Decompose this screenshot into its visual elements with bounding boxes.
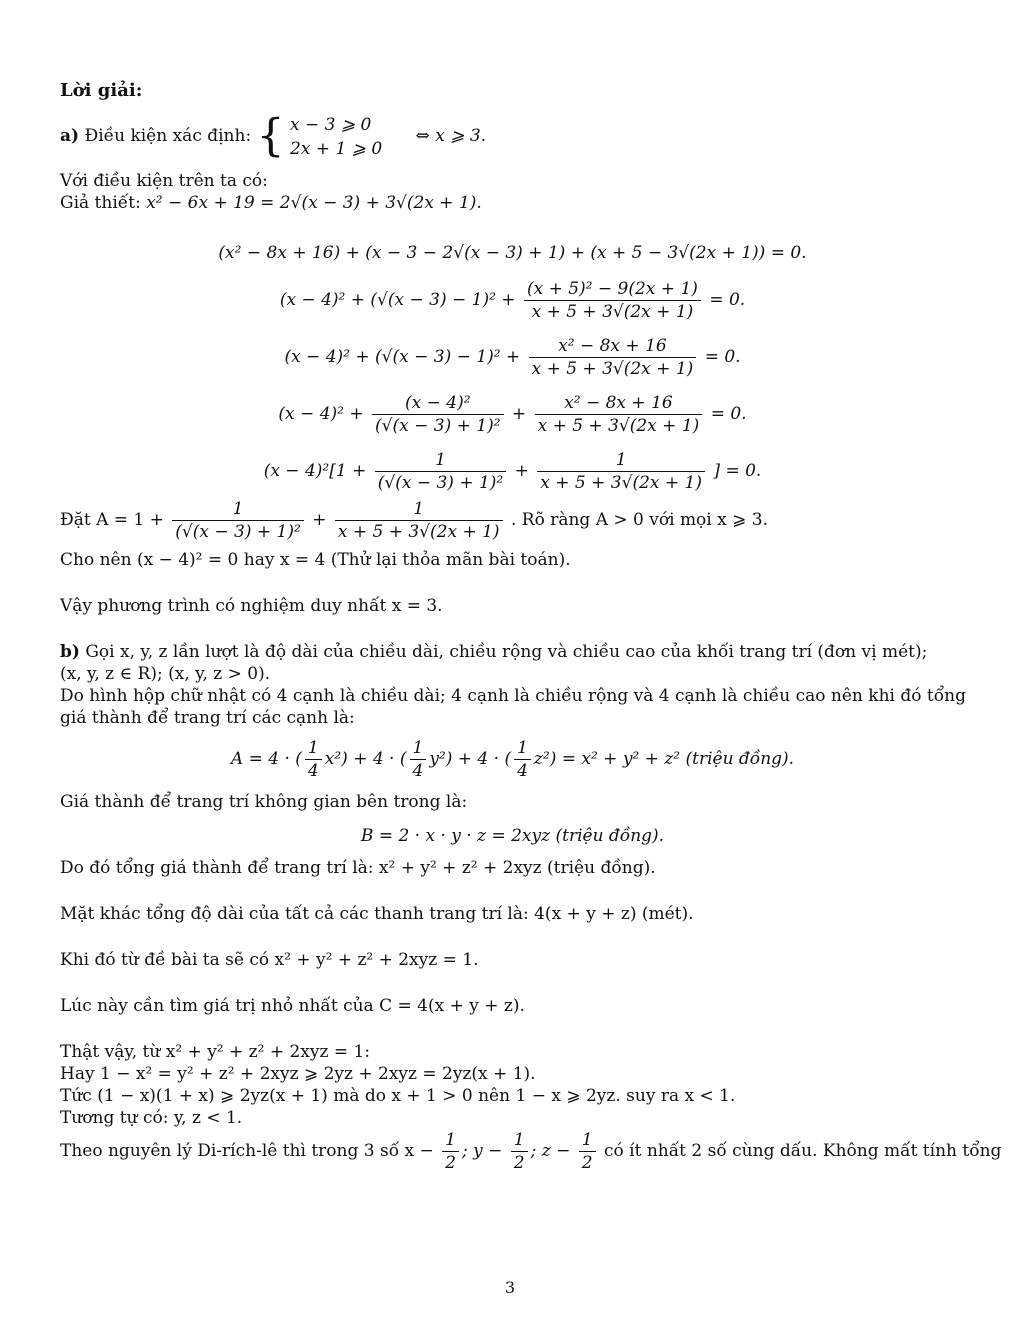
eq4-denominator-1: (√(x − 3) + 1)² xyxy=(375,416,501,436)
page-number: 3 xyxy=(504,1278,516,1297)
system-brace: { xyxy=(256,110,285,162)
set-suffix: . Rõ ràng A > 0 với mọi x ⩾ 3. xyxy=(510,510,768,530)
with-condition-text: Với điều kiện trên ta có: xyxy=(60,171,268,191)
line14-mid-2: ; z − xyxy=(530,1141,571,1161)
eq4-plus: + xyxy=(511,404,527,424)
equation-3 xyxy=(60,335,965,380)
set-numerator-1: 1 xyxy=(172,498,304,521)
set-fraction-2 xyxy=(335,498,503,543)
eq3-numerator: x² − 8x + 16 xyxy=(529,335,697,358)
equation-B: B = 2 · x · y · z = 2xyz (triệu đồng). xyxy=(360,826,665,846)
definition-line xyxy=(60,498,965,543)
eq4-right: = 0. xyxy=(710,404,747,424)
eq4-left: (x − 4)² + xyxy=(278,404,364,424)
eqA-frac-den-2: 4 xyxy=(412,761,424,781)
part-b-line-12: Tức (1 − x)(1 + x) ⩾ 2yz(x + 1) mà do x + 1 > 0 nên 1 − x ⩾ 2yz. suy ra x < 1. xyxy=(60,1086,736,1106)
line14-frac-num-2: 1 xyxy=(511,1129,528,1152)
condition-line xyxy=(60,110,965,162)
eq4-fraction-1 xyxy=(372,392,504,437)
line14-frac-den-1: 2 xyxy=(445,1153,456,1173)
eq5-right: ] = 0. xyxy=(713,461,762,481)
equation-A xyxy=(60,735,965,783)
line14-mid-1: ; y − xyxy=(462,1141,503,1161)
eq4-denominator-2: x + 5 + 3√(2x + 1) xyxy=(537,416,700,436)
part-b-line-10: Thật vậy, từ x² + y² + z² + 2xyz = 1: xyxy=(60,1042,371,1062)
part-b-line-6: Do đó tổng giá thành để trang trí là: x² + y² + z² + 2xyz (triệu đồng). xyxy=(60,858,656,878)
eqA-frac-num-1: 1 xyxy=(305,737,322,760)
line14-frac-den-2: 2 xyxy=(513,1153,525,1173)
eq3-fraction xyxy=(529,335,697,380)
therefore-line: Cho nên (x − 4)² = 0 hay x = 4 (Thử lại thỏa mãn bài toán). xyxy=(60,550,571,570)
part-b-line-13: Tương tự có: y, z < 1. xyxy=(60,1108,243,1128)
assumption-line xyxy=(60,192,965,214)
part-b-line-11: Hay 1 − x² = y² + z² + 2xyz ⩾ 2yz + 2xyz = 2yz(x + 1). xyxy=(60,1064,536,1084)
part-b-line-2: (x, y, z ∈ R); (x, y, z > 0). xyxy=(60,664,271,684)
condition-line-2: 2x + 1 ⩾ 0 xyxy=(290,138,383,159)
eq2-left: (x − 4)² + (√(x − 3) − 1)² + xyxy=(279,290,516,310)
line14-fraction-2 xyxy=(511,1129,528,1174)
part-b-text-1: Gọi x, y, z lần lượt là độ dài của chiều dài, chiều rộng và chiều cao của khối trang trí (đơn vị mét); xyxy=(85,642,928,662)
line14-frac-num-3: 1 xyxy=(579,1129,596,1152)
part-b-line-8: Khi đó từ đề bài ta sẽ có x² + y² + z² + 2xyz = 1. xyxy=(60,950,479,970)
line14-fraction-3 xyxy=(579,1129,596,1174)
eq5-denominator-2: x + 5 + 3√(2x + 1) xyxy=(540,473,702,493)
condition-line-1: x − 3 ⩾ 0 xyxy=(290,114,372,135)
line14-frac-den-3: 2 xyxy=(581,1153,593,1173)
set-denominator-2: x + 5 + 3√(2x + 1) xyxy=(337,522,500,542)
part-b-line-5: Giá thành để trang trí không gian bên trong là: xyxy=(60,792,468,812)
part-a-label: a) xyxy=(60,126,80,146)
assumption-prefix: Giả thiết: xyxy=(60,193,141,213)
eqA-frac-den-3: 4 xyxy=(517,761,528,781)
equation-5 xyxy=(60,449,965,494)
eqA-fraction-2 xyxy=(410,737,427,782)
eq4-fraction-2 xyxy=(535,392,703,437)
condition-prefix: Điều kiện xác định: xyxy=(84,126,252,146)
eq2-right: = 0. xyxy=(709,290,746,310)
eq3-right: = 0. xyxy=(704,347,741,367)
eqA-frac-num-2: 1 xyxy=(410,737,427,760)
set-fraction-1 xyxy=(172,498,304,543)
line14-prefix: Theo nguyên lý Di-rích-lê thì trong 3 số x − xyxy=(60,1141,434,1161)
eqA-fraction-1 xyxy=(305,737,322,782)
line14-fraction-1 xyxy=(442,1129,459,1174)
eq4-numerator-1: (x − 4)² xyxy=(372,392,504,415)
condition-system xyxy=(290,113,382,161)
part-b-line-7: Mặt khác tổng độ dài của tất cả các thanh trang trí là: 4(x + y + z) (mét). xyxy=(60,904,694,924)
eq2-fraction xyxy=(524,278,701,323)
eqA-frac-num-3: 1 xyxy=(514,737,531,760)
equation-1: (x² − 8x + 16) + (x − 3 − 2√(x − 3) + 1) + (x + 5 − 3√(2x + 1)) = 0. xyxy=(218,243,807,263)
solution-heading: Lời giải: xyxy=(60,80,143,101)
eq5-fraction-2 xyxy=(537,449,705,494)
assumption-equation: x² − 6x + 19 = 2√(x − 3) + 3√(2x + 1). xyxy=(146,193,482,213)
eq5-denominator-1: (√(x − 3) + 1)² xyxy=(377,473,504,493)
set-denominator-1: (√(x − 3) + 1)² xyxy=(175,522,301,542)
eqA-fraction-3 xyxy=(514,737,531,782)
conclusion-line: Vậy phương trình có nghiệm duy nhất x = 3. xyxy=(60,596,443,616)
part-b-line-4: giá thành để trang trí các cạnh là: xyxy=(60,708,355,728)
eq2-denominator: x + 5 + 3√(2x + 1) xyxy=(531,302,694,322)
part-b-label: b) xyxy=(60,642,80,662)
condition-result: ⇔ x ⩾ 3. xyxy=(415,126,487,146)
eq3-denominator: x + 5 + 3√(2x + 1) xyxy=(531,359,694,379)
part-b-line-1 xyxy=(60,641,965,663)
line14-suffix: có ít nhất 2 số cùng dấu. Không mất tính tổng xyxy=(604,1141,1002,1161)
equation-4 xyxy=(60,392,965,437)
eqA-frac-den-1: 4 xyxy=(307,761,319,781)
eq5-plus: + xyxy=(514,461,529,481)
eq5-numerator-1: 1 xyxy=(375,449,507,472)
eq5-fraction-1 xyxy=(375,449,507,494)
part-b-line-9: Lúc này cần tìm giá trị nhỏ nhất của C = 4(x + y + z). xyxy=(60,996,525,1016)
set-numerator-2: 1 xyxy=(335,498,503,521)
line14-frac-num-1: 1 xyxy=(442,1129,459,1152)
eq5-left: (x − 4)²[1 + xyxy=(263,461,367,481)
eqA-part-1: A = 4 · ( xyxy=(230,749,302,769)
part-b-line-3: Do hình hộp chữ nhật có 4 cạnh là chiều dài; 4 cạnh là chiều rộng và 4 cạnh là chiều cao nên khi đó tổng xyxy=(60,686,966,706)
eq5-numerator-2: 1 xyxy=(537,449,705,472)
part-b-line-14 xyxy=(60,1129,1002,1174)
eq2-numerator: (x + 5)² − 9(2x + 1) xyxy=(524,278,701,301)
eq4-numerator-2: x² − 8x + 16 xyxy=(535,392,703,415)
eqA-part-4: z²) = x² + y² + z² (triệu đồng). xyxy=(533,749,795,769)
eq3-left: (x − 4)² + (√(x − 3) − 1)² + xyxy=(284,347,521,367)
eqA-part-2: x²) + 4 · ( xyxy=(324,749,407,769)
eqA-part-3: y²) + 4 · ( xyxy=(429,749,512,769)
set-prefix: Đặt A = 1 + xyxy=(60,510,164,530)
equation-2 xyxy=(60,278,965,323)
set-plus: + xyxy=(312,510,327,530)
document-body xyxy=(60,80,1002,1174)
